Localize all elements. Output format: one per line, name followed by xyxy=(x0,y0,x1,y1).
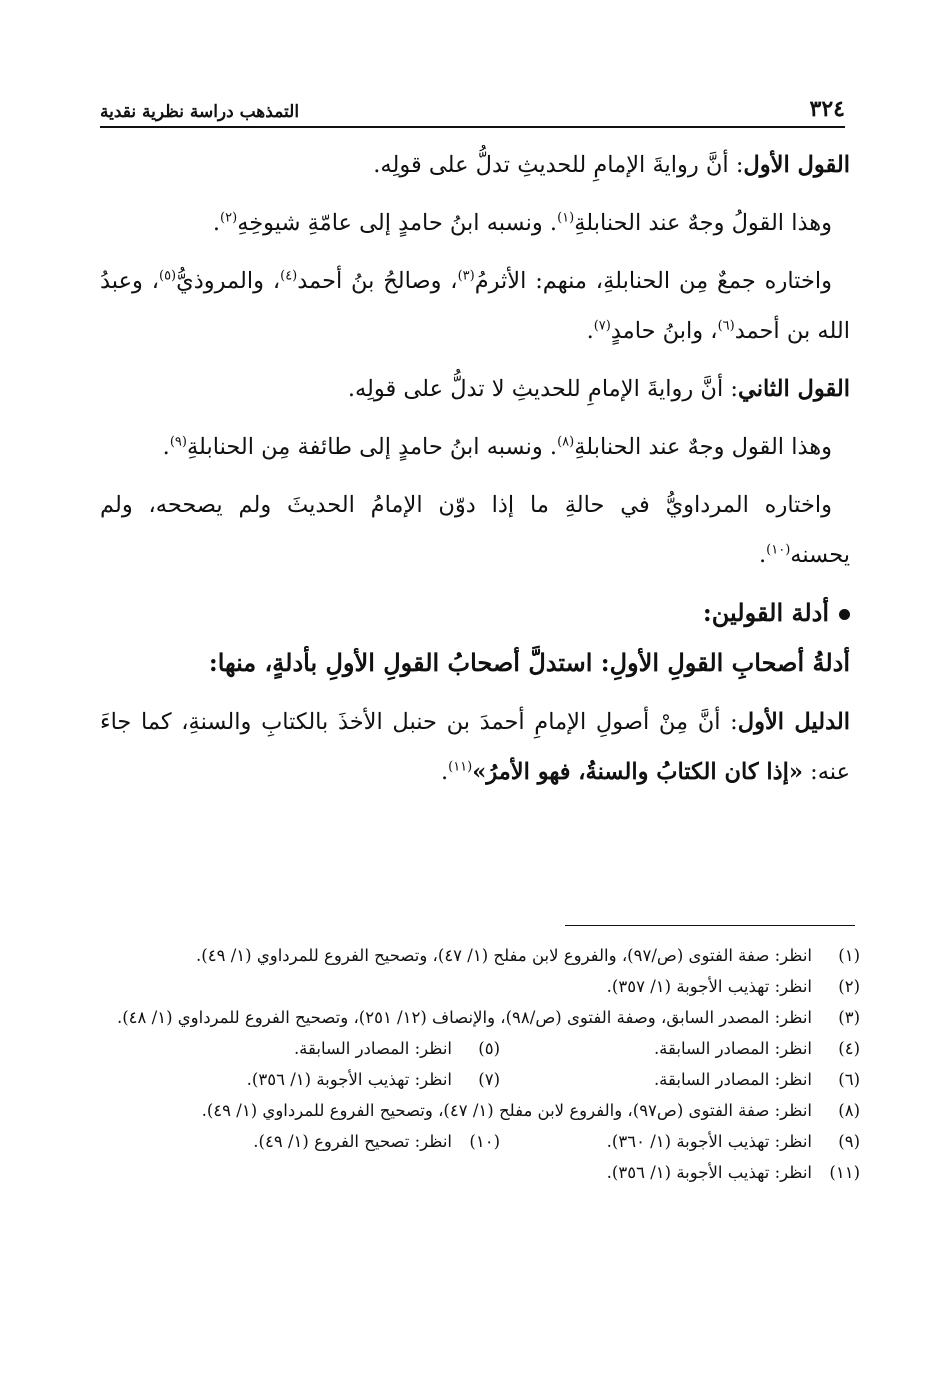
footnote-number: (٢) xyxy=(838,977,860,996)
footnote-text: انظر: تهذيب الأجوبة (١/ ٣٥٧). xyxy=(606,977,812,996)
section-heading-evidence xyxy=(100,588,850,638)
text-segment: : أنَّ مِنْ أصولِ الإمامِ أحمدَ بن حنبل الأخذَ بالكتابِ والسنةِ، كما جاءَ عنه: xyxy=(100,709,850,785)
second-opinion-label: القول الثاني xyxy=(737,376,850,402)
first-proof-label: الدليل الأول xyxy=(737,709,850,735)
page-header xyxy=(100,92,845,128)
quotation: «إذا كان الكتابُ والسنةُ، فهو الأمرُ» xyxy=(472,759,803,785)
text-segment: . xyxy=(162,434,170,460)
text-segment: وهذا القولُ وجهٌ عند الحنابلةِ xyxy=(574,210,832,236)
footnote-text: انظر: المصادر السابقة. xyxy=(293,1039,452,1058)
footnote-ref-7[interactable]: (٧) xyxy=(593,318,611,334)
text-segment: وهذا القول وجهٌ عند الحنابلةِ xyxy=(574,434,832,460)
text-segment: واختاره المرداويُّ في حالةِ ما إذا دوّن الإمامُ الحديثَ ولم يصححه، ولم يحسنه xyxy=(100,492,850,568)
footnote-number: (١١) xyxy=(829,1163,860,1182)
footnote-number: (٧) xyxy=(478,1070,500,1089)
footnote-number: (٩) xyxy=(838,1132,860,1151)
footnote-text: انظر: المصادر السابقة. xyxy=(653,1039,812,1058)
footnote-number: (١) xyxy=(838,946,860,965)
footnote-text: انظر: تهذيب الأجوبة (١/ ٣٥٦). xyxy=(246,1070,452,1089)
footnote-number: (٦) xyxy=(838,1070,860,1089)
footnote-text: انظر: صفة الفتوى (ص٩٧)، والفروع لابن مفلح (١/ ٤٧)، وتصحيح الفروع للمرداوي (١/ ٤٩). xyxy=(201,1101,812,1120)
footnote-number: (٤) xyxy=(838,1039,860,1058)
footnote-separator xyxy=(565,925,855,926)
running-title: التمذهب دراسة نظرية نقدية xyxy=(100,102,300,122)
footnote-number: (٣) xyxy=(838,1008,860,1027)
footnote-5 xyxy=(140,1033,500,1064)
footnote-row-6-7 xyxy=(100,1064,860,1095)
footnote-text: انظر: المصادر السابقة. xyxy=(653,1070,812,1089)
footnote-text: انظر: تهذيب الأجوبة (١/ ٣٦٠). xyxy=(606,1132,812,1151)
footnote-9 xyxy=(500,1126,860,1157)
evidence-heading-label: أدلةُ أصحابِ القولِ الأولِ xyxy=(609,648,850,677)
text-segment: . xyxy=(759,542,767,568)
footnote-ref-4[interactable]: (٤) xyxy=(280,268,298,284)
footnote-ref-11[interactable]: (١١) xyxy=(448,759,473,775)
footnote-2 xyxy=(100,971,860,1002)
first-opinion-text: : أنَّ روايةَ الإمامِ للحديثِ تدلُّ على قولِه. xyxy=(373,152,744,178)
second-opinion-text: : أنَّ روايةَ الإمامِ للحديثِ لا تدلُّ على قولِه. xyxy=(347,376,738,402)
footnote-7 xyxy=(140,1064,500,1095)
text-segment: . ونسبه ابنُ حامدٍ إلى عامّةِ شيوخِهِ xyxy=(237,210,558,236)
paragraph-second-opinion-attribution xyxy=(100,422,850,472)
footnote-ref-10[interactable]: (١٠) xyxy=(766,542,791,558)
text-segment: . xyxy=(440,759,449,785)
main-text xyxy=(100,140,850,797)
first-opinion-label: القول الأول xyxy=(743,152,850,178)
footnote-ref-6[interactable]: (٦) xyxy=(717,318,735,334)
footnote-number: (٥) xyxy=(478,1039,500,1058)
footnote-11 xyxy=(100,1157,860,1188)
text-segment: . xyxy=(212,210,221,236)
footnote-4 xyxy=(500,1033,860,1064)
paragraph-first-proof xyxy=(100,697,850,797)
footnote-text: انظر: تصحيح الفروع (١/ ٤٩). xyxy=(253,1132,452,1151)
footnote-ref-8[interactable]: (٨) xyxy=(557,434,575,450)
text-segment: . xyxy=(586,318,594,344)
text-segment: ، وابنُ حامدٍ xyxy=(610,318,718,344)
footnote-8 xyxy=(100,1095,860,1126)
text-segment: ، والمروذيُّ xyxy=(176,268,281,294)
footnote-number: (١٠) xyxy=(469,1132,500,1151)
paragraph-first-opinion-attribution xyxy=(100,198,850,248)
paragraph-first-opinion-adherents xyxy=(100,256,850,356)
footnote-ref-9[interactable]: (٩) xyxy=(169,434,187,450)
page-number: ٣٢٤ xyxy=(809,96,845,122)
footnote-ref-3[interactable]: (٣) xyxy=(457,268,475,284)
paragraph-first-opinion-evidence xyxy=(100,638,850,689)
paragraph-second-opinion xyxy=(100,364,850,414)
text-segment: . ونسبه ابنُ حامدٍ إلى طائفة مِن الحنابلةِ xyxy=(186,434,558,460)
footnote-6 xyxy=(500,1064,860,1095)
footnote-10 xyxy=(140,1126,500,1157)
footnotes xyxy=(100,940,860,1188)
footnote-row-9-10 xyxy=(100,1126,860,1157)
footnote-row-4-5 xyxy=(100,1033,860,1064)
paragraph-first-opinion xyxy=(100,140,850,190)
paragraph-mardawi-choice xyxy=(100,480,850,580)
section-heading-text: أدلة القولين: xyxy=(702,598,829,627)
text-segment: واختاره جمعٌ مِن الحنابلةِ، منهم: الأثرمُ xyxy=(474,268,832,294)
footnote-ref-2[interactable]: (٢) xyxy=(220,210,238,226)
evidence-heading-text: : استدلَّ أصحابُ القولِ الأولِ بأدلةٍ، منها: xyxy=(208,648,610,677)
text-segment: ، وعبدُ الله بن أحمد xyxy=(100,268,850,344)
footnote-ref-5[interactable]: (٥) xyxy=(158,268,177,284)
footnote-ref-1[interactable]: (١) xyxy=(557,210,575,226)
footnote-text: انظر: صفة الفتوى (ص/٩٧)، والفروع لابن مفلح (١/ ٤٧)، وتصحيح الفروع للمرداوي (١/ ٤٩). xyxy=(196,946,812,965)
footnote-text: انظر: تهذيب الأجوبة (١/ ٣٥٦). xyxy=(606,1163,812,1182)
footnote-number: (٨) xyxy=(838,1101,860,1120)
footnote-1 xyxy=(100,940,860,971)
footnote-3 xyxy=(100,1002,860,1033)
footnote-text: انظر: المصدر السابق، وصفة الفتوى (ص/٩٨)، والإنصاف (١٢/ ٢٥١)، وتصحيح الفروع للمرداوي (١/ ٤٨). xyxy=(116,1008,812,1027)
text-segment: ، وصالحُ بنُ أحمد xyxy=(297,268,458,294)
bullet-icon xyxy=(839,609,850,620)
